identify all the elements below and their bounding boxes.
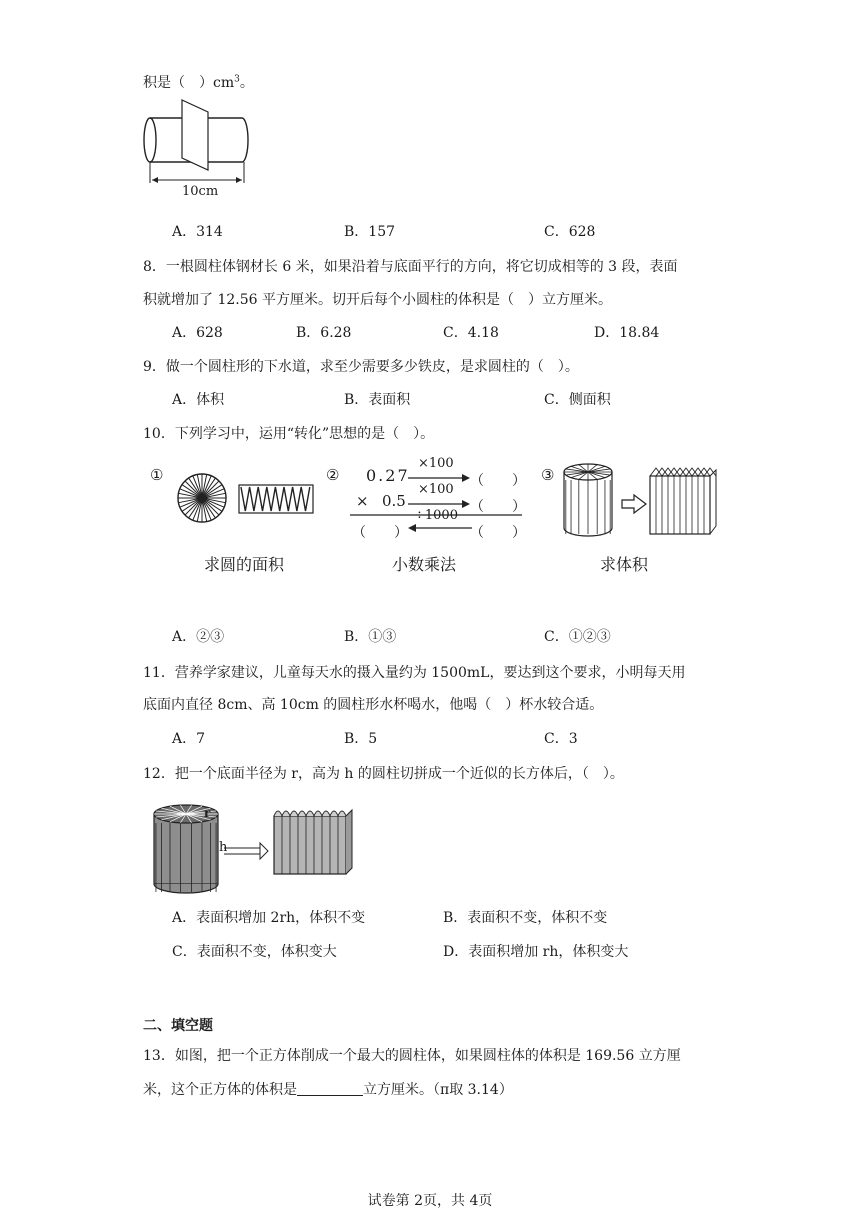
q9-option-c[interactable]: C．侧面积 bbox=[544, 392, 611, 408]
q11-option-b[interactable]: B．5 bbox=[344, 731, 378, 747]
q10-fig2-op2: ×100 bbox=[418, 482, 454, 497]
q10-fig2-blank1: （ ） bbox=[470, 473, 526, 489]
q10-fig2-op1: ×100 bbox=[418, 456, 454, 471]
q10-fig2-blank3: （ ） bbox=[470, 525, 526, 541]
q8-option-b[interactable]: B．6.28 bbox=[296, 325, 352, 341]
q10-fig2-num2: 0.5 bbox=[382, 492, 406, 510]
q11-option-a[interactable]: A．7 bbox=[172, 731, 206, 747]
q7-fig-label: 10cm bbox=[182, 184, 219, 199]
q9-stem-line1: 9．做一个圆柱形的下水道，求至少需要多少铁皮，是求圆柱的（ ）。 bbox=[143, 359, 579, 375]
q12-option-b[interactable]: B．表面积不变，体积不变 bbox=[443, 910, 608, 926]
q10-fig1-marker: ① bbox=[150, 466, 164, 484]
q7-option-c[interactable]: C．628 bbox=[544, 224, 596, 240]
q10-fig2-blank2: （ ） bbox=[470, 499, 526, 515]
q10-zigzag-figure bbox=[238, 484, 314, 514]
q12-option-d[interactable]: D．表面积增加 rh，体积变大 bbox=[443, 944, 629, 960]
q8-option-a[interactable]: A．628 bbox=[172, 325, 223, 341]
section-title: 二、填空题 bbox=[143, 1018, 213, 1034]
q7-option-b[interactable]: B．157 bbox=[344, 224, 396, 240]
q12-option-a[interactable]: A．表面积增加 2rh，体积不变 bbox=[172, 910, 366, 926]
q13-stem-line2: 米，这个正方体的体积是 立方厘米。（π取 3.14） bbox=[143, 1082, 513, 1098]
q9-option-b[interactable]: B．表面积 bbox=[344, 392, 411, 408]
q10-fig2-times: × bbox=[356, 492, 369, 510]
q8-option-d[interactable]: D．18.84 bbox=[594, 325, 660, 341]
q10-fig2-op3: ÷1000 bbox=[414, 508, 458, 523]
q10-fig2-marker: ② bbox=[326, 466, 340, 484]
q12-figure bbox=[150, 798, 370, 894]
q7-stem-tail: 积是（ ）$cm^3$。 bbox=[143, 74, 254, 91]
q10-caption1: 求圆的面积 bbox=[204, 555, 285, 574]
page-footer: 试卷第 2页，共 4页 bbox=[367, 1193, 493, 1209]
q8-stem-line1: 8．一根圆柱体钢材长 6 米，如果沿着与底面平行的方向，将它切成相等的 3 段，表面 bbox=[143, 259, 678, 275]
q11-stem-line2: 底面内直径 8cm、高 10cm 的圆柱形水杯喝水，他喝（ ）杯水较合适。 bbox=[143, 697, 604, 713]
q7-cylinder-figure bbox=[140, 98, 260, 198]
q10-fig2-num1: 0.27 bbox=[366, 466, 410, 485]
q12-fig-r: r bbox=[204, 806, 211, 820]
q9-option-a[interactable]: A．体积 bbox=[172, 392, 225, 408]
q10-option-c[interactable]: C．①②③ bbox=[544, 629, 611, 645]
q10-option-b[interactable]: B．①③ bbox=[344, 629, 397, 645]
q7-option-a[interactable]: A．314 bbox=[172, 224, 223, 240]
q13-stem-line1: 13．如图，把一个正方体削成一个最大的圆柱体，如果圆柱体的体积是 169.56 立方厘 bbox=[143, 1048, 681, 1064]
q8-stem-line2: 积就增加了 12.56 平方厘米。切开后每个小圆柱的体积是（ ）立方厘米。 bbox=[143, 292, 612, 308]
q12-option-c[interactable]: C．表面积不变，体积变大 bbox=[172, 944, 337, 960]
q10-caption3: 求体积 bbox=[600, 555, 649, 574]
q12-stem-line1: 12．把一个底面半径为 r，高为 h 的圆柱切拼成一个近似的长方体后，（ ）。 bbox=[143, 766, 624, 782]
q10-caption2: 小数乘法 bbox=[392, 555, 457, 574]
q8-option-c[interactable]: C．4.18 bbox=[443, 325, 499, 341]
q10-fig2-blank4: （ ） bbox=[352, 525, 408, 541]
q11-option-c[interactable]: C．3 bbox=[544, 731, 578, 747]
q11-stem-line1: 11．营养学家建议，儿童每天水的摄入量约为 1500mL，要达到这个要求，小明每天用 bbox=[143, 665, 686, 681]
q12-fig-h: h bbox=[219, 840, 228, 855]
q10-fig3-marker: ③ bbox=[541, 466, 555, 484]
q10-cylinder-figure bbox=[562, 462, 732, 542]
q10-circle-figure bbox=[176, 472, 228, 524]
q13-answer-blank[interactable] bbox=[297, 1081, 363, 1096]
q10-option-a[interactable]: A．②③ bbox=[172, 629, 225, 645]
q10-stem-line1: 10．下列学习中，运用“转化”思想的是（ ）。 bbox=[143, 426, 435, 442]
